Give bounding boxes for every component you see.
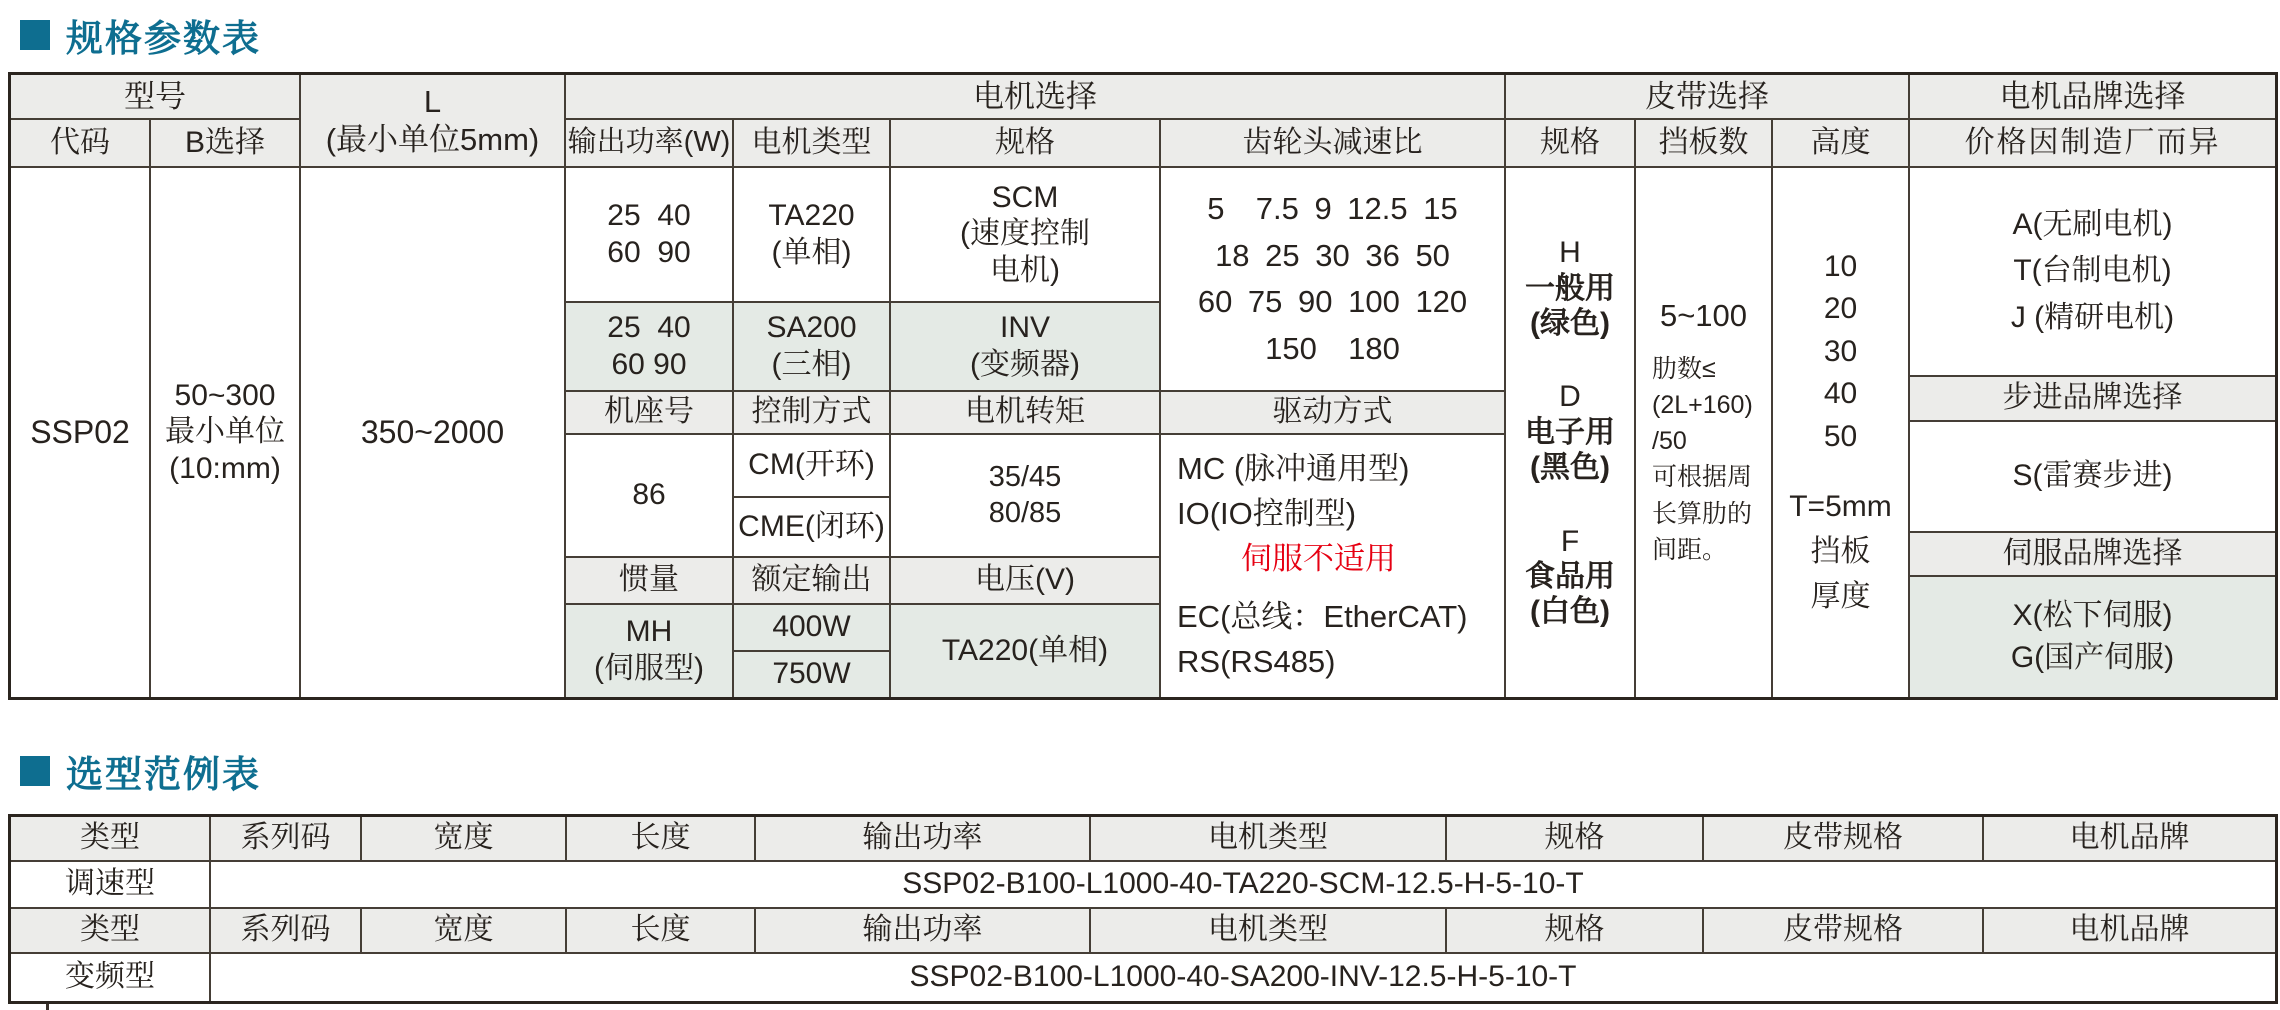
subheader-drive-mode: 驱动方式 — [1161, 392, 1504, 435]
motor-selection-panel — [566, 168, 1506, 697]
drive-pulse-io-block: MC (脉冲通用型) IO(IO控制型) 伺服不适用 — [1177, 447, 1409, 582]
cell-control-closed-loop: CME(闭环) — [734, 498, 891, 558]
flap-count-note: 肋数≤ (2L+160) /50 可根据周 长算肋的 间距。 — [1652, 354, 1753, 564]
subheader-frame-size: 机座号 — [566, 392, 734, 435]
header-b-select: B选择 — [151, 120, 301, 168]
header-motor-group: 电机选择 — [566, 75, 1506, 120]
header-power: 输出功率(W) — [566, 120, 734, 168]
ex-header-series: 系列码 — [211, 817, 362, 862]
ex-header-belt-spec: 皮带规格 — [1704, 817, 1984, 862]
subheader-control-mode: 控制方式 — [734, 392, 891, 435]
ex-header-width: 宽度 — [362, 909, 567, 954]
cell-servo-voltage: TA220(单相) — [891, 605, 1161, 697]
motor-brand-panel — [1910, 168, 2275, 697]
cell-series-code: SSP02 — [11, 168, 151, 697]
b-select-range: 50~300 — [174, 378, 276, 412]
cell-motor-spec-row1: SCM (速度控制 电机) — [891, 168, 1161, 303]
subheader-voltage: 电压(V) — [891, 558, 1161, 605]
cell-motor-type-row1: TA220 (单相) — [734, 168, 891, 303]
spec-title-text: 规格参数表 — [66, 18, 261, 59]
cell-servo-inertia: MH (伺服型) — [566, 605, 734, 697]
cell-brand-general: A(无刷电机) T(台制电机) J (精研电机) — [1910, 168, 2275, 377]
cell-gear-ratios: 5 7.5 9 12.5 15 18 25 30 36 50 60 75 90 100 120 150 180 — [1161, 168, 1504, 392]
b-select-unit-label: 最小单位 — [165, 415, 285, 449]
cell-drive-options — [1161, 435, 1504, 697]
ex-header-motor-type: 电机类型 — [1091, 817, 1447, 862]
spec-table — [8, 72, 2278, 700]
belt-type-electronic: D 电子用 (黑色) — [1525, 380, 1615, 485]
ex-header-spec: 规格 — [1447, 909, 1704, 954]
drive-bus-block: EC(总线：EtherCAT) RS(RS485) — [1177, 599, 1468, 680]
ex-header-type: 类型 — [11, 817, 211, 862]
ex-row-model: SSP02-B100-L1000-40-TA220-SCM-12.5-H-5-10-T — [211, 862, 2275, 909]
ex-row-type: 变频型 — [11, 954, 211, 1001]
b-select-unit: (10:mm) — [169, 451, 281, 485]
height-values: 10 20 30 40 50 — [1823, 249, 1858, 453]
header-length-line2: (最小单位5mm) — [325, 121, 540, 157]
cell-b-select — [151, 168, 301, 697]
header-brand-group: 电机品牌选择 — [1910, 75, 2275, 120]
belt-type-food: F 食品用 (白色) — [1525, 524, 1615, 629]
cutoff-table-fragment — [46, 1004, 49, 1010]
cell-rated-750w: 750W — [734, 652, 891, 697]
subheader-servo-brand: 伺服品牌选择 — [1910, 533, 2275, 577]
header-code: 代码 — [11, 120, 151, 168]
cell-power-row1: 25 40 60 90 — [566, 168, 734, 303]
cell-motor-type-row2: SA200 (三相) — [734, 303, 891, 392]
header-motor-spec: 规格 — [891, 120, 1161, 168]
ex-header-length: 长度 — [567, 817, 756, 862]
header-brand-note: 价格因制造厂而异 — [1910, 120, 2275, 168]
cell-step-brand: S(雷赛步进) — [1910, 422, 2275, 533]
subheader-motor-torque: 电机转矩 — [891, 392, 1161, 435]
section-marker-icon — [20, 20, 50, 50]
ex-header-type: 类型 — [11, 909, 211, 954]
cell-belt-spec — [1506, 168, 1636, 697]
ex-header-brand: 电机品牌 — [1984, 909, 2275, 954]
header-belt-group: 皮带选择 — [1506, 75, 1910, 120]
spec-section-title — [20, 8, 261, 62]
cell-frame-size: 86 — [566, 435, 734, 558]
header-gear-ratio: 齿轮头减速比 — [1161, 120, 1506, 168]
header-height: 高度 — [1773, 120, 1910, 168]
header-flap-count: 挡板数 — [1636, 120, 1773, 168]
flap-thickness-note: T=5mm 挡板 厚度 — [1789, 490, 1892, 614]
ex-header-power: 输出功率 — [756, 817, 1091, 862]
cell-belt-height — [1773, 168, 1910, 697]
ex-header-power: 输出功率 — [756, 909, 1091, 954]
cell-control-open-loop: CM(开环) — [734, 435, 891, 498]
ex-row-model: SSP02-B100-L1000-40-SA200-INV-12.5-H-5-10-T — [909, 960, 1577, 994]
cell-length-range: 350~2000 — [301, 168, 566, 697]
servo-not-applicable-warning: 伺服不适用 — [1241, 540, 1396, 576]
example-table — [8, 814, 2278, 1004]
header-model-group: 型号 — [11, 75, 301, 120]
subheader-inertia: 惯量 — [566, 558, 734, 605]
subheader-rated-output: 额定输出 — [734, 558, 891, 605]
flap-count-range: 5~100 — [1659, 297, 1748, 333]
cell-motor-torque: 35/45 80/85 — [891, 435, 1161, 558]
ex-header-motor-type: 电机类型 — [1091, 909, 1447, 954]
cell-rated-400w: 400W — [734, 605, 891, 652]
header-belt-spec: 规格 — [1506, 120, 1636, 168]
header-length-line1: L — [423, 83, 442, 119]
cell-servo-brand: X(松下伺服) G(国产伺服) — [1910, 577, 2275, 697]
belt-type-general: H 一般用 (绿色) — [1525, 236, 1615, 341]
ex-row-type: 调速型 — [11, 862, 211, 909]
ex-header-series: 系列码 — [211, 909, 362, 954]
cell-motor-spec-row2: INV (变频器) — [891, 303, 1161, 392]
ex-header-belt-spec: 皮带规格 — [1704, 909, 1984, 954]
example-section-title — [20, 744, 261, 798]
subheader-step-brand: 步进品牌选择 — [1910, 377, 2275, 422]
section-marker-icon — [20, 756, 50, 786]
ex-header-width: 宽度 — [362, 817, 567, 862]
example-title-text: 选型范例表 — [66, 754, 261, 795]
header-length — [301, 75, 566, 168]
header-motor-type: 电机类型 — [734, 120, 891, 168]
cell-flap-count — [1636, 168, 1773, 697]
ex-header-length: 长度 — [567, 909, 756, 954]
cell-power-row2: 25 40 60 90 — [566, 303, 734, 392]
ex-header-spec: 规格 — [1447, 817, 1704, 862]
ex-header-brand: 电机品牌 — [1984, 817, 2275, 862]
